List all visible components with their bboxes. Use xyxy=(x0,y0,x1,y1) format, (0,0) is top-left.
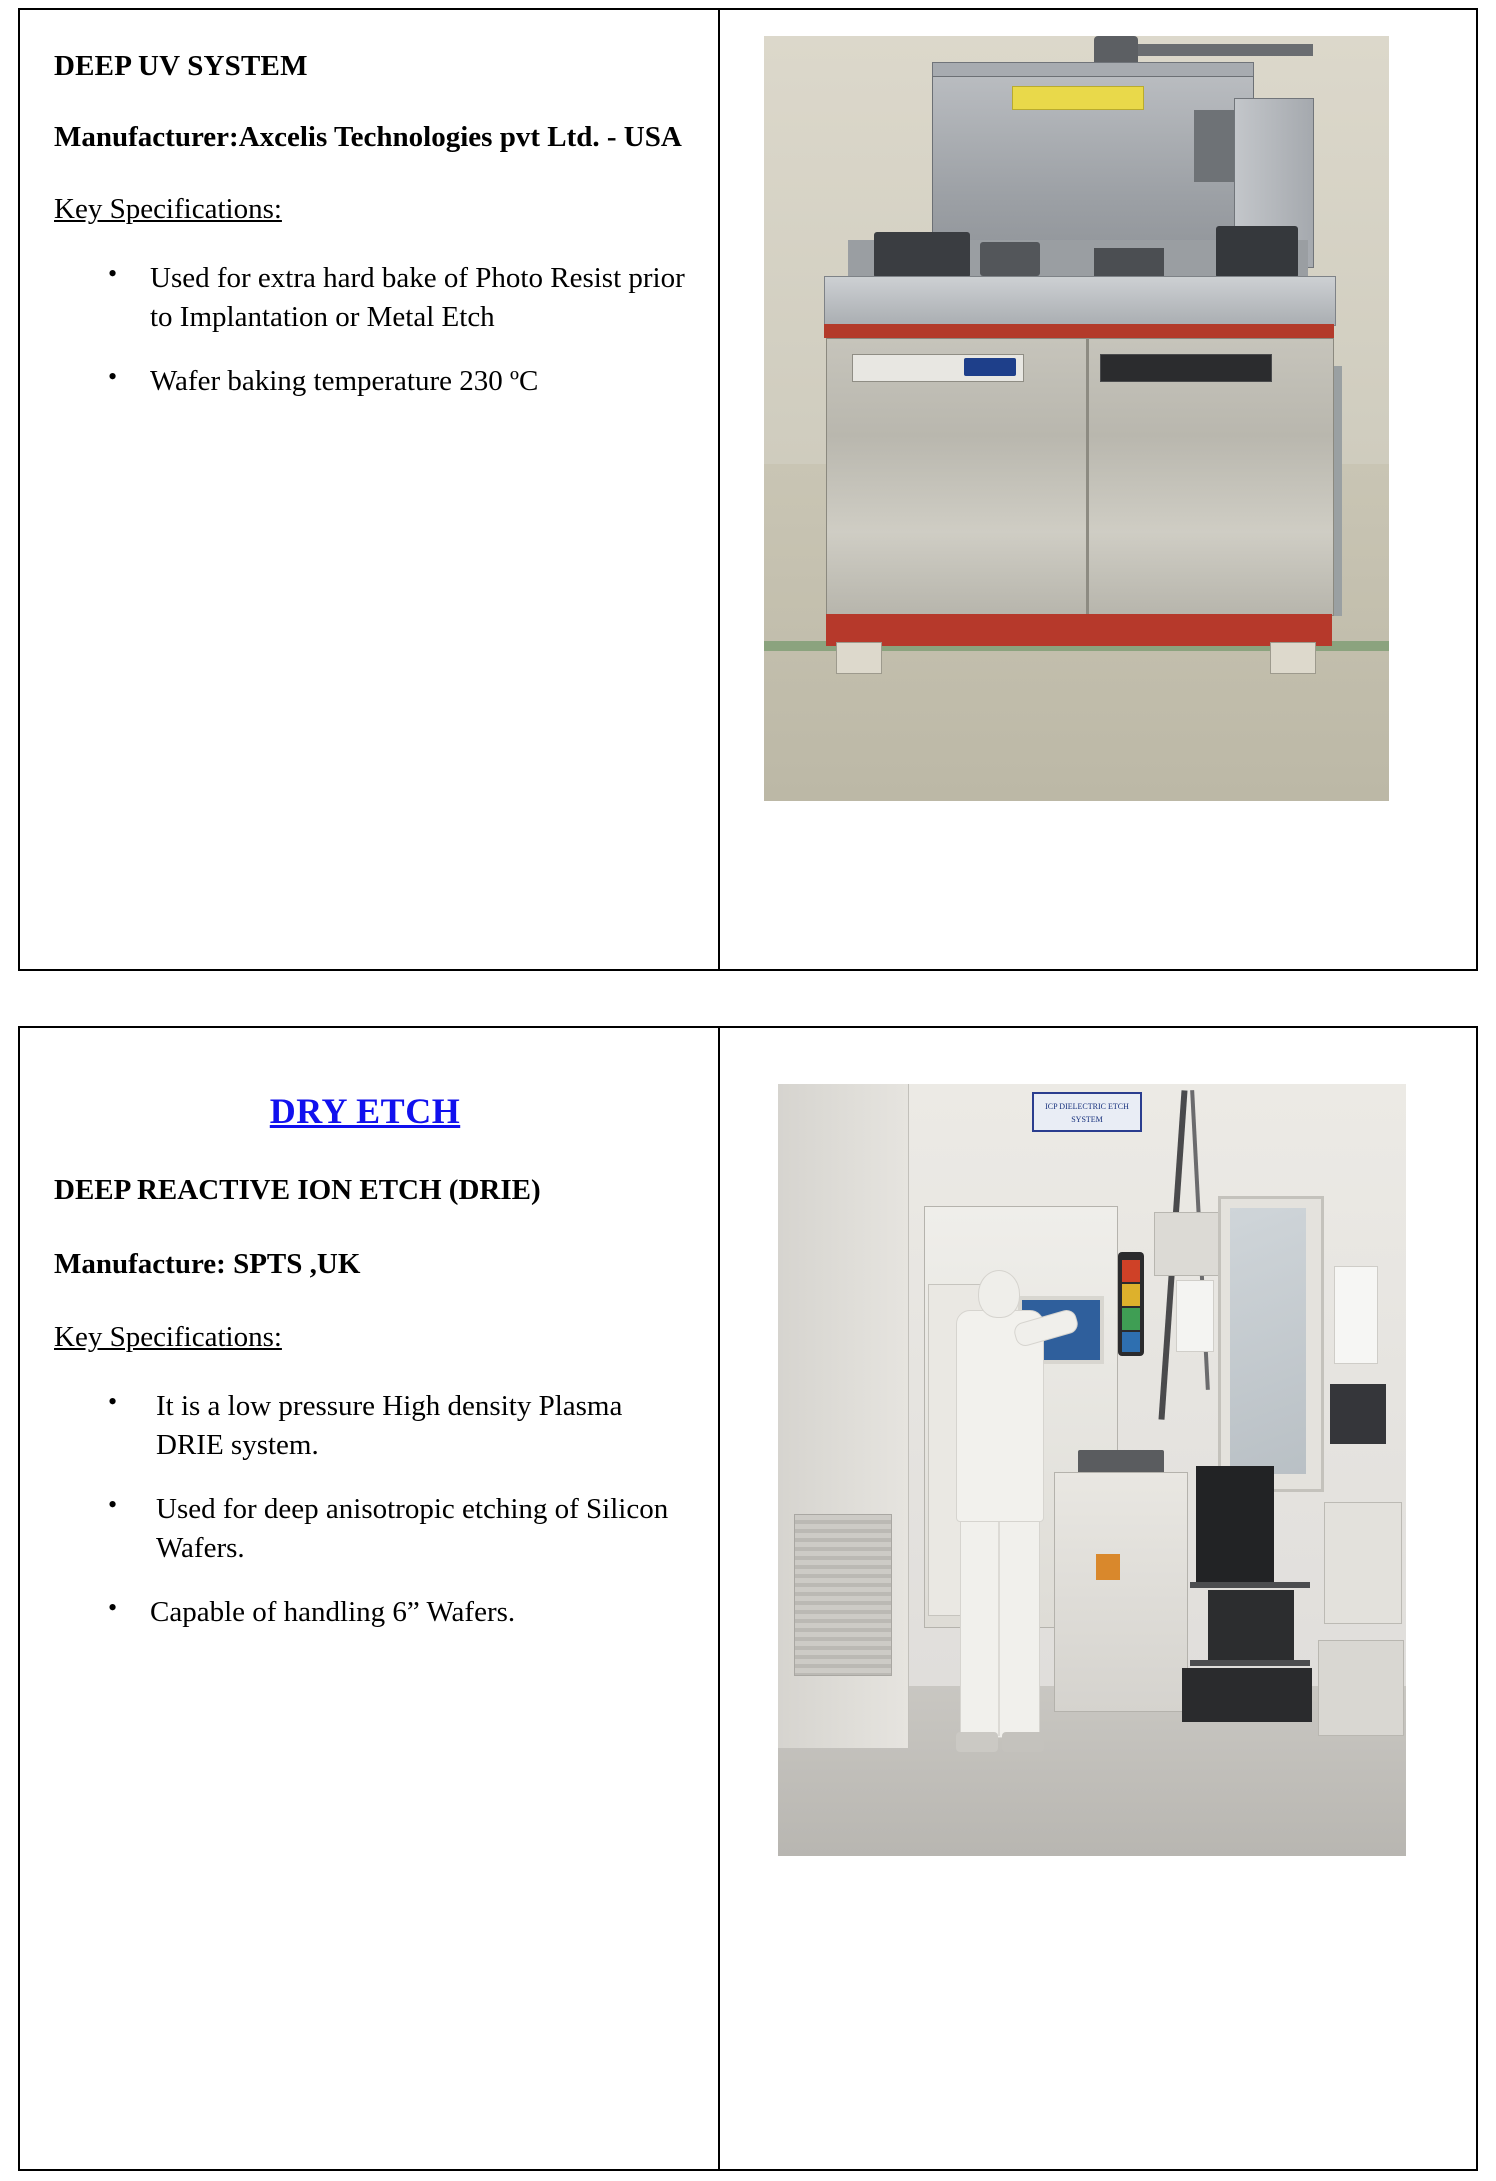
list-item: • Wafer baking temperature 230 ºC xyxy=(108,362,688,401)
slide2-bullet-list xyxy=(42,1387,688,1632)
photo-signal-lamp-green xyxy=(1122,1308,1140,1330)
photo-logo-plate xyxy=(964,358,1016,376)
photo-signal-lamp-blue xyxy=(1122,1332,1140,1352)
photo-posted-sheet xyxy=(1334,1266,1378,1364)
subheading: DEEP REACTIVE ION ETCH (DRIE) xyxy=(54,1174,541,1206)
slide-dry-etch xyxy=(18,1026,1478,2171)
photo-operator-head xyxy=(978,1270,1020,1318)
photo-duct-run xyxy=(1138,44,1313,56)
photo-base-plinth xyxy=(826,614,1332,646)
photo-foot-right xyxy=(1270,642,1316,674)
photo-warning-label xyxy=(1012,86,1144,110)
photo-dark-panel xyxy=(1100,354,1272,382)
photo-operator-shoe-right xyxy=(1002,1732,1044,1752)
drie-cleanroom-photo xyxy=(778,1084,1406,1856)
key-specifications-label: Key Specifications: xyxy=(54,1321,282,1354)
deep-uv-system-photo xyxy=(764,36,1389,801)
photo-lower-dark-unit xyxy=(1182,1668,1312,1722)
manufacturer-line: Manufacture: SPTS ,UK xyxy=(54,1247,361,1280)
photo-cart-indicator xyxy=(1096,1554,1120,1580)
list-item: • Capable of handling 6” Wafers. xyxy=(108,1593,688,1632)
photo-wire-shelf xyxy=(1190,1582,1310,1588)
photo-cabinet-door-split xyxy=(1086,338,1089,614)
photo-cart xyxy=(1054,1472,1188,1712)
section-title: DRY ETCH xyxy=(269,1091,461,1131)
photo-operator-shoe-left xyxy=(956,1732,998,1752)
slide2-text-column xyxy=(20,1028,720,2169)
list-item: • Used for deep anisotropic etching of Silicon Wafers. xyxy=(108,1490,688,1567)
list-item: • Used for extra hard bake of Photo Resist prior to Implantation or Metal Etch xyxy=(108,259,688,336)
slide1-image-column xyxy=(720,10,1476,969)
photo-dark-module xyxy=(1330,1384,1386,1444)
photo-operator-legs-split xyxy=(998,1514,1000,1736)
photo-right-cabinet xyxy=(1324,1502,1402,1624)
photo-red-band xyxy=(824,324,1334,338)
list-item: • It is a low pressure High density Plasma DRIE system. xyxy=(108,1387,688,1464)
photo-foot-left xyxy=(836,642,882,674)
photo-side-module-dark xyxy=(1194,110,1234,182)
photo-wire-shelf-2 xyxy=(1190,1660,1310,1666)
photo-signal-lamp-red xyxy=(1122,1260,1140,1282)
slide1-bullet-list xyxy=(42,259,688,401)
photo-cable xyxy=(1334,366,1342,616)
photo-air-vent xyxy=(794,1514,892,1676)
photo-wafer-carrier xyxy=(874,232,970,278)
photo-fixture xyxy=(980,242,1040,276)
photo-fixture-2 xyxy=(1094,248,1164,276)
photo-black-unit-2 xyxy=(1208,1590,1294,1660)
photo-posted-sheet-2 xyxy=(1176,1280,1214,1352)
key-specifications-label: Key Specifications: xyxy=(54,193,282,226)
slide-deep-uv-system xyxy=(18,8,1478,971)
slide2-image-column xyxy=(720,1028,1476,2169)
photo-operator-legs xyxy=(960,1514,1040,1738)
page-title: DEEP UV SYSTEM xyxy=(54,50,308,82)
photo-worktop xyxy=(824,276,1336,326)
photo-signal-lamp-yellow xyxy=(1122,1284,1140,1306)
photo-black-unit xyxy=(1196,1466,1274,1586)
photo-fixture-3 xyxy=(1216,226,1298,278)
manufacturer-line: Manufacturer:Axcelis Technologies pvt Ltd. - USA xyxy=(54,121,682,154)
slide1-text-column xyxy=(20,10,720,969)
photo-system-sign: ICP DIELECTRIC ETCH SYSTEM xyxy=(1032,1092,1142,1132)
photo-equipment-window xyxy=(1230,1208,1306,1474)
photo-right-low-cabinet xyxy=(1318,1640,1404,1736)
